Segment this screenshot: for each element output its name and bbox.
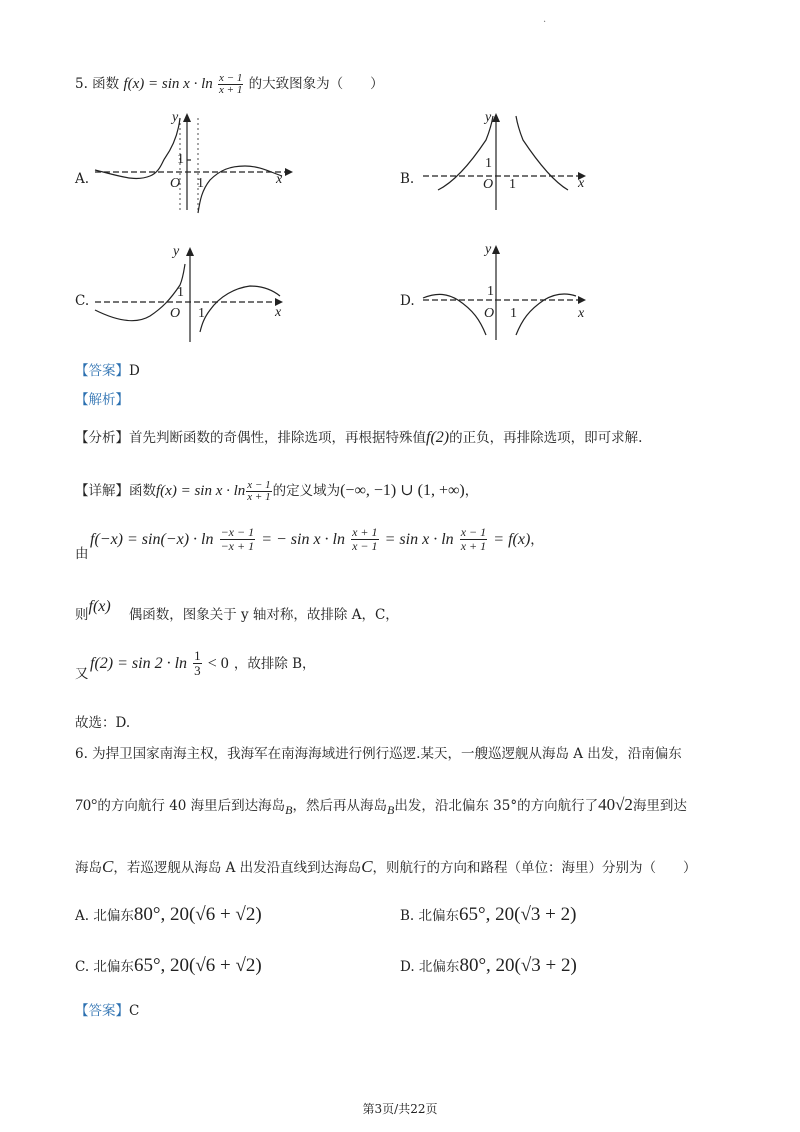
q6-line-1: 6. 为捍卫国家南海主权，我海军在南海海域进行例行巡逻.某天，一艘巡逻舰从海岛 A 出发，沿南偏东 [75, 746, 682, 762]
q5-f2-lt: < 0 [207, 655, 229, 672]
q5-option-b-graph [418, 110, 598, 215]
q5-d-tick-x: 1 [510, 306, 517, 321]
q6-option-c-label: C. 北偏东 [75, 959, 134, 975]
q5-eq-part3: = sin x · ln [384, 531, 454, 548]
q5-eq-frac2 [351, 526, 378, 553]
q5-option-d-graph [418, 240, 598, 345]
q6-line2-f: 海里到达 [632, 798, 687, 814]
q5-option-b-letter: B. [400, 171, 415, 187]
q5-fenxi [75, 429, 642, 447]
q6-answer-tag: 【答案】 [75, 1003, 129, 1019]
q6-line-3 [75, 858, 697, 877]
q5-detail-tag: 【详解】 [75, 483, 129, 499]
q5-detail-fraction [246, 480, 271, 503]
q5-c-y-label: y [173, 244, 180, 259]
q5-d-y-label: y [485, 242, 492, 257]
q5-ze-text: 偶函数，图象关于 y 轴对称，故排除 A，C， [128, 607, 399, 623]
q5-b-tick-x: 1 [509, 177, 516, 192]
q5-eq-part1: f(−x) = sin(−x) · ln [90, 531, 214, 548]
q5-fenxi-text-2: 的正负，再排除选项，即可求解. [449, 430, 643, 446]
q6-distance: 40√2 [598, 795, 633, 814]
q5-b-y-label: y [485, 110, 492, 125]
q5-option-a-letter: A. [75, 171, 90, 187]
q5-ze-line [75, 598, 399, 624]
q6-island-b-2: B [387, 803, 395, 817]
q5-detail-frac-den: x + 1 [247, 491, 271, 503]
q5-eq-part4: = f(x) [493, 531, 531, 548]
q6-option-d [400, 957, 577, 976]
q6-line2-c: ，然后再从海岛 [292, 798, 388, 814]
q5-f2-frac-num: 1 [194, 648, 201, 663]
q6-line3-a: 海岛 [75, 860, 102, 876]
q5-fenxi-text-1: 首先判断函数的奇偶性，排除选项，再根据特殊值 [129, 430, 426, 446]
q5-eq-frac3-num: x − 1 [460, 525, 487, 539]
q5-answer-value: D [129, 363, 140, 379]
q5-eq-frac1 [220, 526, 256, 553]
q6-line2-b: 的方向航行 40 海里后到达海岛 [97, 798, 286, 814]
q5-answer-tag: 【答案】 [75, 363, 129, 379]
q5-frac-num: x − 1 [219, 72, 243, 84]
q5-eq-frac3 [460, 526, 487, 553]
q5-eq-end: ， [530, 532, 544, 548]
q5-fenxi-tag: 【分析】 [75, 430, 129, 446]
q5-f2-frac-den: 3 [194, 663, 201, 678]
q5-eq-frac1-den: −x + 1 [220, 539, 255, 553]
q6-answer-value: C [129, 1003, 140, 1019]
q5-stem-prefix: 5. 函数 [75, 76, 120, 92]
q6-line2-d: 出发，沿北偏东 35°的方向航行了 [394, 798, 599, 814]
q5-c-x-label: x [275, 305, 282, 320]
q5-detail-domain: (−∞, −1) ∪ (1, +∞) [340, 482, 465, 499]
q5-eq-part2: = − sin x · ln [261, 531, 345, 548]
q5-detail-frac-num: x − 1 [247, 479, 271, 491]
q5-a-x-label: x [276, 172, 283, 187]
q5-even-equation [90, 526, 544, 553]
q5-detail-func: f(x) = sin x · ln [156, 483, 246, 499]
q5-eq-frac1-num: −x − 1 [220, 525, 255, 539]
q5-eq-frac2-den: x − 1 [352, 539, 378, 553]
q5-stem-suffix: 的大致图象为（ ） [248, 76, 384, 92]
q6-angle-70: 70° [75, 797, 98, 814]
q5-d-x-label: x [578, 306, 585, 321]
q6-island-c-1: C [102, 857, 114, 876]
q6-option-a-expr: 80°, 20(√6 + √2) [133, 904, 262, 925]
q5-option-c-graph [90, 240, 300, 345]
q5-option-d-letter: D. [400, 293, 415, 309]
q5-b-x-label: x [578, 176, 585, 191]
q5-c-origin-label: O [170, 306, 181, 321]
q5-detail-line [75, 480, 478, 503]
q5-c-tick-x: 1 [198, 306, 205, 321]
q6-option-c [75, 957, 262, 976]
q6-line3-c: ，则航行的方向和路程（单位：海里）分别为（ ） [372, 860, 697, 876]
q6-line-2 [75, 796, 687, 815]
q5-stem [75, 73, 384, 96]
q6-option-b-label: B. 北偏东 [400, 908, 460, 924]
page-mark: . [543, 14, 547, 25]
q5-f2-frac [193, 649, 202, 678]
q6-island-b-1: B [285, 803, 293, 817]
q6-option-c-expr: 65°, 20(√6 + √2) [133, 955, 262, 976]
q6-option-a-label: A. 北偏东 [75, 908, 134, 924]
q5-ze-char: 则 [75, 607, 89, 623]
q6-option-d-expr: 80°, 20(√3 + 2) [459, 955, 577, 976]
q6-option-b [400, 906, 576, 925]
q5-stem-function: f(x) = sin x · ln [123, 76, 213, 92]
q5-f2-line [90, 649, 316, 678]
q5-f2-expr: f(2) = sin 2 · ln [90, 655, 188, 672]
q5-detail-comma: ， [464, 483, 479, 499]
q6-option-a [75, 906, 262, 925]
q5-option-c-letter: C. [75, 293, 90, 309]
q5-a-y-label: y [172, 110, 179, 125]
q5-analysis-tag: 【解析】 [75, 392, 129, 408]
q5-f2-text: ，故排除 B， [233, 656, 316, 672]
q6-answer [75, 1002, 139, 1020]
q5-detail-text-1: 函数 [129, 483, 156, 499]
q5-stem-fraction [218, 73, 243, 96]
q5-a-tick-y: 1 [177, 152, 184, 167]
q6-option-d-label: D. 北偏东 [400, 959, 460, 975]
q5-ze-fx: f(x) [88, 598, 111, 615]
q5-b-tick-y: 1 [485, 156, 492, 171]
q5-d-origin-label: O [484, 306, 495, 321]
q5-b-origin-label: O [483, 177, 494, 192]
page-footer: 第3页/共22页 [362, 1102, 438, 1116]
q6-line3-b: ，若巡逻舰从海岛 A 出发沿直线到达海岛 [113, 860, 362, 876]
q5-conclusion: 故选：D. [75, 715, 131, 731]
q5-a-tick-x: 1 [197, 176, 204, 191]
q5-option-a-graph [90, 110, 300, 215]
q5-you2-char: 又 [75, 666, 89, 682]
q5-you-char: 由 [75, 546, 89, 562]
q5-eq-frac3-den: x + 1 [460, 539, 487, 553]
q5-a-origin-label: O [170, 176, 181, 191]
q5-frac-den: x + 1 [219, 84, 243, 96]
q5-c-tick-y: 1 [177, 285, 184, 300]
q6-option-b-expr: 65°, 20(√3 + 2) [459, 904, 577, 925]
q5-detail-text-2: 的定义域为 [272, 483, 341, 499]
q5-answer [75, 362, 140, 380]
q5-eq-frac2-num: x + 1 [352, 525, 378, 539]
q5-d-tick-y: 1 [487, 284, 494, 299]
q5-fenxi-f2: f(2) [426, 429, 450, 446]
q6-island-c-2: C [361, 857, 373, 876]
